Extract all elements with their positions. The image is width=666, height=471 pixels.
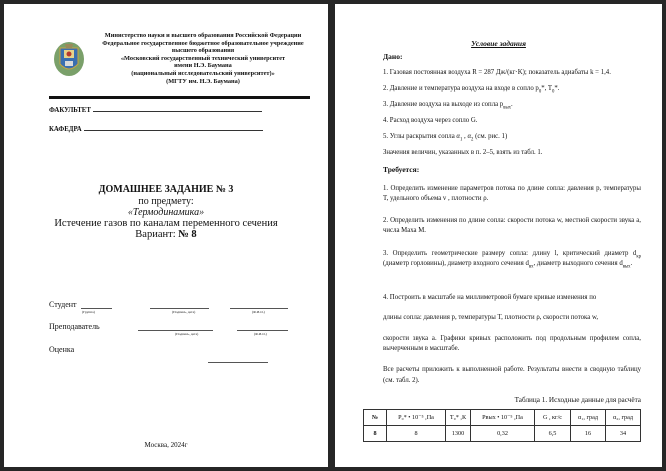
required-item-3 [383, 249, 641, 269]
cell-p0: 8 [387, 426, 446, 442]
subscript: 0 [538, 89, 542, 95]
header-p0: P₀* • 10⁻⁵ ,Па [387, 410, 446, 426]
given-item-2-end: *. [554, 85, 560, 92]
given-item-5 [383, 133, 641, 141]
organization-header [88, 32, 318, 85]
subscript: вых [503, 105, 512, 111]
topic-title: Истечение газов по каналам переменного сечения [54, 218, 278, 229]
department-underline [84, 129, 263, 131]
faculty-field [49, 107, 262, 114]
grade-label: Оценка [49, 345, 75, 354]
subscript: кр [636, 254, 641, 260]
alpha-symbol: α [467, 133, 472, 140]
header-line: (национальный исследовательский университет)» [131, 69, 275, 77]
header-t0: T₀* ,К [446, 410, 471, 426]
header-pvyh: Pвых • 10⁻⁵ ,Па [471, 410, 535, 426]
required-item-3-text: 3. Определить геометрические размеру сопла: длину l, критический диаметр d [383, 250, 637, 257]
given-item-3-text: 3. Давление воздуха на выходе из сопла p [383, 101, 504, 108]
caption-sign-date: (Подпись, дата) [172, 310, 196, 314]
caption-group: (Группа) [82, 310, 95, 314]
subscript: 2 [471, 137, 474, 143]
header-line: высшего образования [171, 47, 235, 55]
assignment-title-block [4, 184, 328, 240]
header-alpha2: α₂, град [606, 410, 641, 426]
conditions-title: Условие задания [471, 39, 526, 48]
given-item-5-text: 5. Углы раскрытия сопла [383, 133, 457, 140]
given-note: Значения величин, указанных в п. 2–5, взять из табл. 1. [383, 149, 543, 156]
teacher-fio-line [237, 330, 288, 331]
caption-fio: (Ф.И.О.) [254, 332, 267, 336]
given-item-4: 4. Расход воздуха через сопло G. [383, 117, 478, 124]
required-item-3-end: . [630, 260, 633, 267]
required-item-4-line1: 4. Построить в масштабе на миллиметровой бумаге кривые изменения по [383, 294, 597, 301]
required-item-4-line2: длины сопла: давления p, температуры T, плотности ρ, скорости потока w, [383, 314, 599, 321]
required-item-1: 1. Определить изменение параметров потока по длине сопла: давления p, температуры T, удельного объема v , плотности ρ. [383, 185, 641, 202]
given-item-3-end: . [511, 101, 513, 108]
teacher-label: Преподаватель [49, 322, 100, 331]
student-sign-line [150, 308, 209, 309]
alpha-symbol: α [456, 133, 460, 140]
student-label: Студент [49, 300, 77, 309]
given-item-1: 1. Газовая постоянная воздуха R = 287 Дж/(кг·K); показатель адиабаты k = 1,4. [383, 69, 611, 76]
required-item-3-mid: (диаметр горловины), диаметр входного сечения d [383, 260, 529, 267]
required-item-2: 2. Определить изменения по длине сопла: скорости потока w, местной скорости звука a, числа Маха M. [383, 217, 641, 234]
cell-g: 6,5 [535, 426, 571, 442]
subscript: 0 [552, 89, 555, 95]
separator: , [462, 133, 468, 140]
title-page [4, 4, 328, 467]
table-row [364, 426, 641, 442]
given-item-3 [383, 101, 641, 109]
header-g: G , кг/с [535, 410, 571, 426]
given-item-2-text: 2. Давление и температура воздуха на входе в сопло p [383, 85, 539, 92]
task-conditions-page [335, 4, 662, 467]
required-label: Требуется: [383, 165, 420, 174]
table-caption: Таблица 1. Исходные данные для расчёта [514, 396, 641, 404]
teacher-sign-line [138, 330, 213, 331]
variant-label: Вариант: [135, 229, 179, 240]
cell-number: 8 [364, 426, 387, 442]
table-header-row [364, 410, 641, 426]
cell-alpha1: 16 [571, 426, 606, 442]
city-year: Москва, 2024г [144, 441, 188, 449]
header-alpha1: α₁, град [571, 410, 606, 426]
subscript: вых [622, 264, 631, 270]
header-line: Министерство науки и высшего образования Российской Федерации [104, 32, 302, 39]
student-fio-line [230, 308, 288, 309]
faculty-label: ФАКУЛЬТЕТ [49, 107, 91, 114]
department-label: КАФЕДРА [49, 126, 82, 133]
header-line: Федеральное государственное бюджетное образовательное учреждение [102, 39, 304, 47]
required-item-4-line3: скорости звука a. Графики кривых расположить под продольным профилем сопла, вычерченным в масштабе. [383, 335, 641, 352]
caption-sign-date: (Подпись, дата) [175, 332, 199, 336]
header-number: № [364, 410, 387, 426]
grade-line [208, 362, 268, 363]
given-item-2-mid: *, T [541, 85, 553, 92]
header-line: имени Н.Э. Баумана [174, 62, 232, 70]
subscript: 1 [459, 137, 463, 143]
cell-alpha2: 34 [606, 426, 641, 442]
variant-line [4, 229, 328, 240]
caption-fio: (Ф.И.О.) [252, 310, 265, 314]
variant-number: № 8 [178, 229, 197, 240]
header-divider [49, 96, 310, 99]
subject-name: «Термодинамика» [127, 207, 205, 218]
given-label: Дано: [383, 52, 403, 61]
given-item-2 [383, 85, 641, 93]
university-crest-icon [52, 38, 86, 78]
subscript: вх [528, 264, 534, 270]
faculty-underline [93, 110, 262, 112]
subject-label: по предмету: [138, 196, 194, 207]
results-note: Все расчеты приложить к выполненной работе. Результаты внести в сводную таблицу (см. табл. 2). [383, 366, 641, 384]
header-line: (МГТУ им. Н.Э. Баумана) [166, 77, 240, 85]
assignment-title: ДОМАШНЕЕ ЗАДАНИЕ № 3 [98, 184, 234, 195]
cell-t0: 1300 [446, 426, 471, 442]
required-item-3-mid2: , диаметр выходного сечения d [533, 260, 623, 267]
cell-pvyh: 0,32 [471, 426, 535, 442]
header-line: «Московский государственный технический университет [120, 54, 286, 62]
given-item-5-end: (см. рис. 1) [473, 133, 508, 140]
department-field [49, 126, 263, 133]
student-group-line [81, 308, 112, 309]
input-data-table [363, 409, 641, 442]
